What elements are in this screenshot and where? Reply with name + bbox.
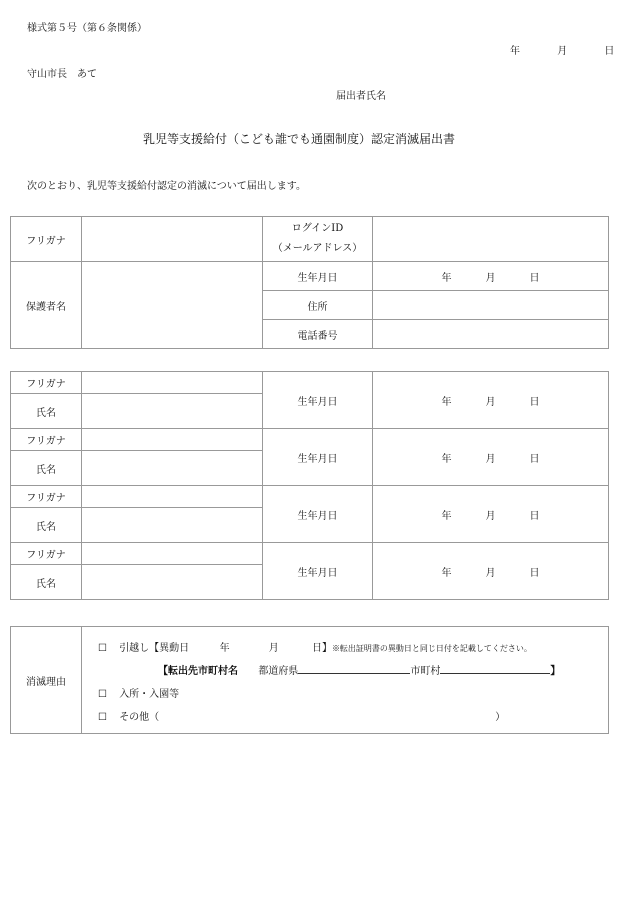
city-field[interactable] bbox=[440, 662, 550, 674]
child-furigana-field[interactable] bbox=[82, 543, 263, 565]
child-name-label: 氏名 bbox=[11, 565, 82, 600]
child-name-field[interactable] bbox=[82, 565, 263, 600]
checkbox-admission[interactable]: ☐ bbox=[98, 689, 107, 700]
child-furigana-label: フリガナ bbox=[11, 372, 82, 394]
reason-destination-row bbox=[98, 660, 608, 683]
checkbox-moving[interactable]: ☐ bbox=[98, 643, 107, 654]
reason-label: 消滅理由 bbox=[11, 627, 82, 734]
child-name-label: 氏名 bbox=[11, 508, 82, 543]
login-id-line2: （メールアドレス） bbox=[272, 243, 363, 254]
reason-other-row bbox=[98, 706, 608, 729]
login-id-field[interactable] bbox=[373, 217, 609, 262]
child-name-field[interactable] bbox=[82, 508, 263, 543]
guardian-birthdate-field[interactable]: 年 月 日 bbox=[373, 262, 609, 291]
child-birthdate-field[interactable]: 年 月 日 bbox=[373, 429, 609, 486]
child-name-field[interactable] bbox=[82, 394, 263, 429]
moving-note: ※転出証明書の異動日と同じ日付を記載してください。 bbox=[331, 644, 532, 653]
applicant-name-label: 届出者氏名 bbox=[336, 91, 386, 102]
admission-label: 入所・入園等 bbox=[119, 689, 180, 700]
prefecture-label: 都道府県 bbox=[258, 666, 299, 677]
furigana-label: フリガナ bbox=[11, 217, 82, 262]
date-day-label: 日 bbox=[604, 46, 615, 57]
child-furigana-label: フリガナ bbox=[11, 486, 82, 508]
child-birthdate-field[interactable]: 年 月 日 bbox=[373, 372, 609, 429]
prefecture-field[interactable] bbox=[298, 662, 410, 674]
moving-label: 引越し【異動日 bbox=[119, 643, 190, 654]
date-month-label: 月 bbox=[557, 46, 568, 57]
reason-table bbox=[10, 626, 609, 734]
child-name-field[interactable] bbox=[82, 451, 263, 486]
child-birthdate-field[interactable]: 年 月 日 bbox=[373, 486, 609, 543]
guardian-birthdate-label: 生年月日 bbox=[263, 262, 373, 291]
guardian-name-field[interactable] bbox=[82, 262, 263, 349]
destination-label: 【転出先市町村名 bbox=[158, 666, 238, 677]
intro-text: 次のとおり、乳児等支援給付認定の消滅について届出します。 bbox=[27, 181, 306, 192]
form-number: 様式第５号（第６条関係） bbox=[27, 23, 147, 34]
child-furigana-field[interactable] bbox=[82, 372, 263, 394]
page-title: 乳児等支援給付（こども誰でも通園制度）認定消滅届出書 bbox=[143, 132, 456, 146]
addressee: 守山市長 あて bbox=[27, 69, 97, 80]
reason-admission-row bbox=[98, 683, 608, 706]
child-table bbox=[10, 371, 609, 600]
other-close: ） bbox=[495, 712, 506, 723]
phone-field[interactable] bbox=[373, 320, 609, 349]
date-year-label: 年 bbox=[510, 46, 520, 57]
date-line bbox=[510, 42, 614, 57]
child-birthdate-field[interactable]: 年 月 日 bbox=[373, 543, 609, 600]
child-birthdate-label: 生年月日 bbox=[263, 429, 373, 486]
child-furigana-field[interactable] bbox=[82, 486, 263, 508]
child-birthdate-label: 生年月日 bbox=[263, 372, 373, 429]
child-birthdate-label: 生年月日 bbox=[263, 543, 373, 600]
phone-label: 電話番号 bbox=[263, 320, 373, 349]
destination-close: 】 bbox=[550, 666, 561, 677]
guardian-table bbox=[10, 216, 609, 349]
reason-moving-row: ☐ 引越し【異動日 年 月 日】※転出証明書の異動日と同じ日付を記載してください。 bbox=[98, 637, 608, 660]
address-label: 住所 bbox=[263, 291, 373, 320]
child-furigana-label: フリガナ bbox=[11, 429, 82, 451]
child-name-label: 氏名 bbox=[11, 394, 82, 429]
reason-options bbox=[82, 627, 609, 734]
child-furigana-label: フリガナ bbox=[11, 543, 82, 565]
other-label: その他（ bbox=[119, 712, 160, 723]
child-furigana-field[interactable] bbox=[82, 429, 263, 451]
child-name-label: 氏名 bbox=[11, 451, 82, 486]
guardian-name-label: 保護者名 bbox=[11, 262, 82, 349]
checkbox-other[interactable]: ☐ bbox=[98, 712, 107, 723]
login-id-line1: ログインID bbox=[291, 223, 344, 234]
address-field[interactable] bbox=[373, 291, 609, 320]
child-birthdate-label: 生年月日 bbox=[263, 486, 373, 543]
city-label: 市町村 bbox=[410, 666, 441, 677]
login-id-label bbox=[263, 217, 373, 262]
moving-close: 】 bbox=[321, 643, 332, 654]
guardian-furigana-field[interactable] bbox=[82, 217, 263, 262]
